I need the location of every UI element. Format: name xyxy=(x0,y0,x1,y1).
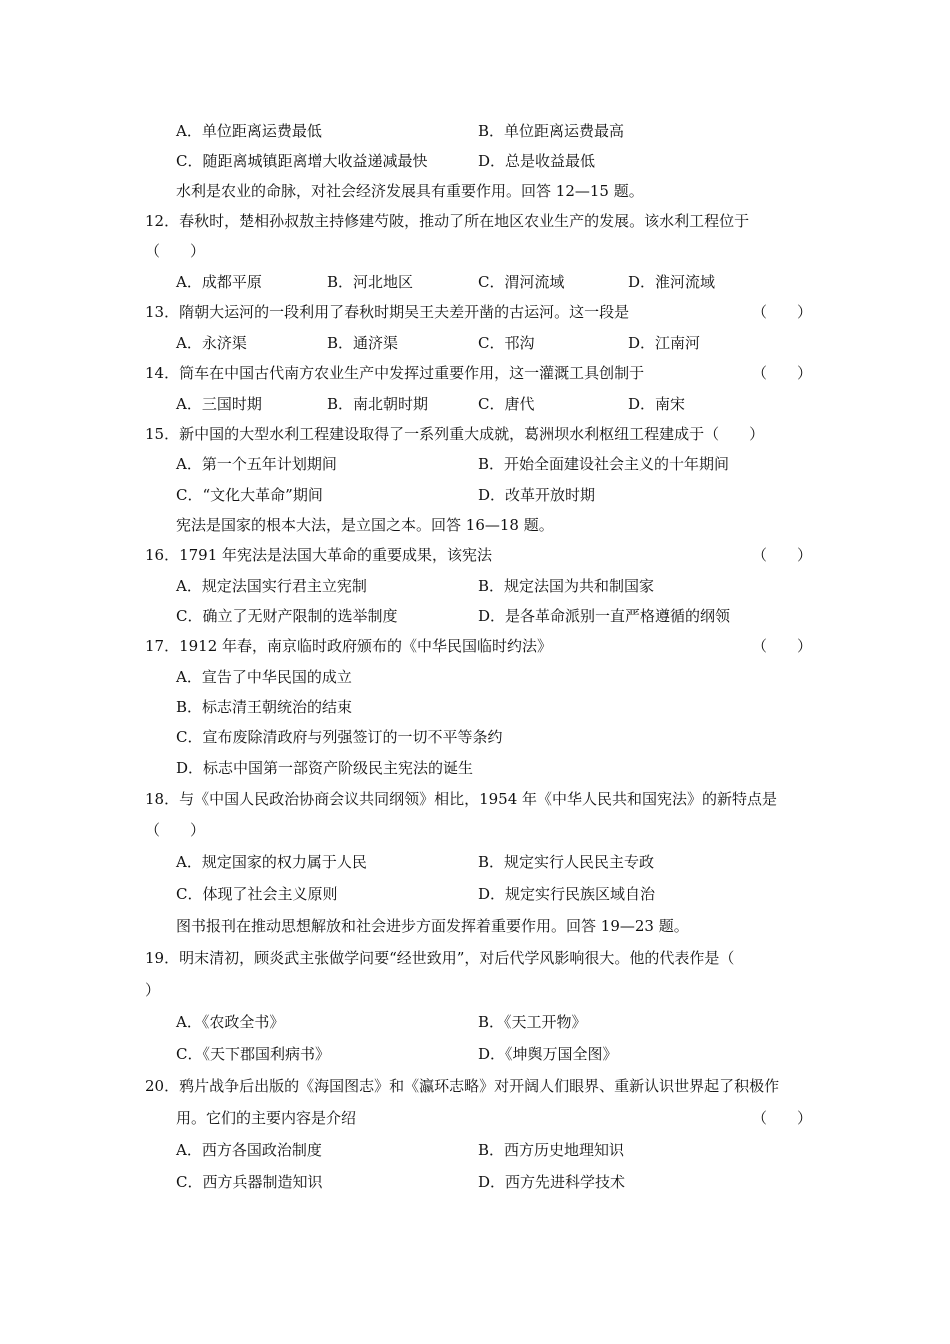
q12-option-d: D．淮河流域 xyxy=(628,273,716,291)
q20-option-c: C．西方兵器制造知识 xyxy=(176,1173,323,1191)
q13-option-b: B．通济渠 xyxy=(327,334,399,352)
q11-option-d: D．总是收益最低 xyxy=(478,152,596,170)
q18-option-a: A．规定国家的权力属于人民 xyxy=(176,853,367,871)
q13-stem: 13．隋朝大运河的一段利用了春秋时期吴王夫差开凿的古运河。这一段是 xyxy=(145,303,630,321)
q19-option-a: A．《农政全书》 xyxy=(176,1013,285,1031)
q14-stem: 14．筒车在中国古代南方农业生产中发挥过重要作用，这一灌溉工具创制于 xyxy=(145,364,645,382)
q13-option-c: C．邗沟 xyxy=(478,334,535,352)
q18-option-d: D．规定实行民族区域自治 xyxy=(478,885,656,903)
q15-option-a: A．第一个五年计划期间 xyxy=(176,455,337,473)
q18-stem: 18．与《中国人民政治协商会议共同纲领》相比，1954 年《中华人民共和国宪法》的新特点是 xyxy=(145,790,778,808)
q16-paren: （ ） xyxy=(752,546,813,564)
q17-option-a: A．宣告了中华民国的成立 xyxy=(176,668,352,686)
q18-paren: （ ） xyxy=(145,821,206,839)
q12-option-a: A．成都平原 xyxy=(176,273,262,291)
q20-option-d: D．西方先进科学技术 xyxy=(478,1173,626,1191)
q19-option-d: D．《坤舆万国全图》 xyxy=(478,1045,618,1063)
q12-option-b: B．河北地区 xyxy=(327,273,414,291)
q16-stem: 16．1791 年宪法是法国大革命的重要成果，该宪法 xyxy=(145,546,493,564)
q13-paren: （ ） xyxy=(752,303,813,321)
q17-paren: （ ） xyxy=(752,637,813,655)
q17-option-c: C．宣布废除清政府与列强签订的一切不平等条约 xyxy=(176,728,503,746)
q12-paren: （ ） xyxy=(145,242,206,260)
q18-option-b: B．规定实行人民民主专政 xyxy=(478,853,655,871)
q15-option-c: C．“文化大革命”期间 xyxy=(176,486,323,504)
q20-option-b: B．西方历史地理知识 xyxy=(478,1141,625,1159)
q15-option-d: D．改革开放时期 xyxy=(478,486,596,504)
q13-option-a: A．永济渠 xyxy=(176,334,247,352)
intro-16-18: 宪法是国家的根本大法，是立国之本。回答 16—18 题。 xyxy=(176,516,554,534)
q11-option-b: B．单位距离运费最高 xyxy=(478,122,625,140)
q17-option-d: D．标志中国第一部资产阶级民主宪法的诞生 xyxy=(176,759,474,777)
q16-option-d: D．是各革命派别一直严格遵循的纲领 xyxy=(478,607,731,625)
q14-option-b: B．南北朝时期 xyxy=(327,395,429,413)
q12-option-c: C．渭河流域 xyxy=(478,273,565,291)
q15-stem: 15．新中国的大型水利工程建设取得了一系列重大成就，葛洲坝水利枢纽工程建成于（ ） xyxy=(145,425,765,443)
q16-option-c: C．确立了无财产限制的选举制度 xyxy=(176,607,398,625)
q19-option-b: B．《天工开物》 xyxy=(478,1013,587,1031)
q14-option-c: C．唐代 xyxy=(478,395,535,413)
q14-paren: （ ） xyxy=(752,364,813,382)
intro-19-23: 图书报刊在推动思想解放和社会进步方面发挥着重要作用。回答 19—23 题。 xyxy=(176,917,689,935)
q17-option-b: B．标志清王朝统治的结束 xyxy=(176,698,353,716)
q15-option-b: B．开始全面建设社会主义的十年期间 xyxy=(478,455,730,473)
q17-stem: 17．1912 年春，南京临时政府颁布的《中华民国临时约法》 xyxy=(145,637,553,655)
q20-paren: （ ） xyxy=(752,1109,813,1127)
q11-option-a: A．单位距离运费最低 xyxy=(176,122,322,140)
q19-stem: 19．明末清初，顾炎武主张做学问要“经世致用”，对后代学风影响很大。他的代表作是（ xyxy=(145,949,735,967)
q16-option-b: B．规定法国为共和制国家 xyxy=(478,577,655,595)
q16-option-a: A．规定法国实行君主立宪制 xyxy=(176,577,367,595)
q19-option-c: C．《天下郡国利病书》 xyxy=(176,1045,330,1063)
q20-stem-cont: 用。它们的主要内容是介绍 xyxy=(176,1109,357,1127)
q14-option-d: D．南宋 xyxy=(628,395,686,413)
q11-option-c: C．随距离城镇距离增大收益递减最快 xyxy=(176,152,428,170)
q19-stem-cont: ） xyxy=(145,981,161,999)
q20-stem: 20．鸦片战争后出版的《海国图志》和《瀛环志略》对开阔人们眼界、重新认识世界起了积极作 xyxy=(145,1077,780,1095)
q14-option-a: A．三国时期 xyxy=(176,395,262,413)
q18-option-c: C．体现了社会主义原则 xyxy=(176,885,338,903)
q12-stem: 12．春秋时，楚相孙叔敖主持修建芍陂，推动了所在地区农业生产的发展。该水利工程位于 xyxy=(145,212,750,230)
q20-option-a: A．西方各国政治制度 xyxy=(176,1141,322,1159)
intro-12-15: 水利是农业的命脉，对社会经济发展具有重要作用。回答 12—15 题。 xyxy=(176,182,644,200)
q13-option-d: D．江南河 xyxy=(628,334,701,352)
